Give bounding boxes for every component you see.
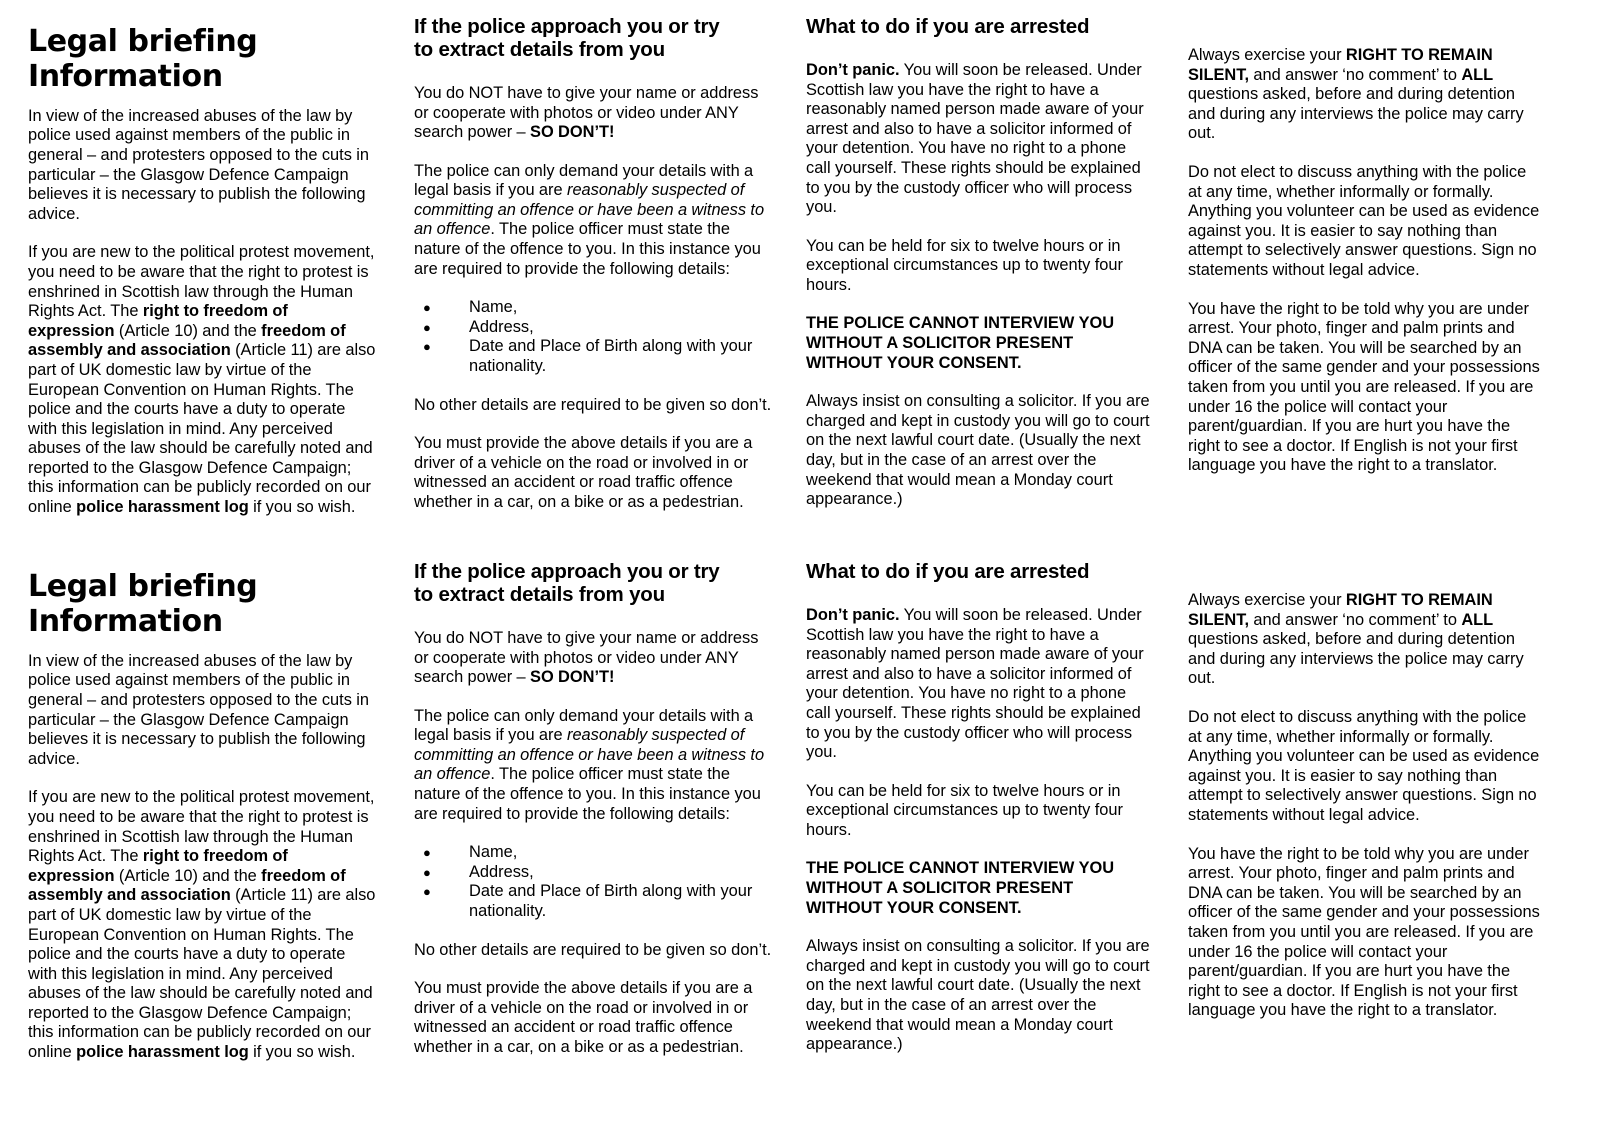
text-run-normal: (Article 10) and the [114, 321, 262, 340]
section-heading-line-1: If the police approach you or try [414, 15, 720, 38]
required-details-list [414, 843, 774, 921]
paragraph-arrested-p1 [806, 606, 1154, 763]
paragraph-approach-p4 [414, 979, 774, 1057]
text-run-normal: and answer ‘no comment’ to [1249, 610, 1462, 629]
text-run-bold: THE POLICE CANNOT INTERVIEW YOU WITHOUT A SOLICITOR PRESENT WITHOUT YOUR CONSENT. [806, 859, 1115, 917]
text-run-normal: Do not elect to discuss anything with the police at any time, whether informally or formally. Anything you volunteer can be used as evidence against you. It is easier to say nothing than attempt to selectively answer questions. Sign no statements without legal advice. [1188, 707, 1540, 824]
list-item-label: Date and Place of Birth along with your nationality. [469, 882, 753, 921]
text-run-bold: right to freedom of expression [28, 302, 288, 340]
section-heading-line-1: What to do if you are arrested [806, 15, 1090, 38]
text-run-bold: police harassment log [76, 498, 249, 517]
paragraph-intro-p1 [28, 107, 376, 225]
text-run-normal: Always exercise your [1188, 591, 1346, 609]
text-run-normal: questions asked, before and during detention and during any interviews the police may carry out. [1188, 85, 1524, 143]
text-run-bold: ALL [1461, 610, 1494, 629]
text-run-italic: reasonably suspected of committing an offence or have been a witness to an offence [414, 726, 765, 784]
text-run-normal: . The police officer must state the nature of the offence to you. In this instance you are required to provide the following details: [414, 765, 761, 823]
paragraph-intro-p2 [28, 243, 376, 517]
section-heading-column-police-approach [414, 10, 774, 62]
text-run-normal: In view of the increased abuses of the law by police used against members of the public in general – and protesters opposed to the cuts in particular – the Glasgow Defence Campaign believes it is necessary to publish the following advice. [28, 106, 370, 223]
text-run-normal: Always exercise your [1188, 46, 1346, 64]
list-item-label: Address, [469, 317, 534, 336]
bullet-icon: ● [423, 864, 431, 880]
list-item-label: Name, [469, 298, 518, 317]
text-run-normal: You will soon be released. Under Scottish law you have the right to have a reasonably named person made aware of your arrest and also to have a solicitor informed of your detention. You have no right to a phone call yourself. These rights should be explained to you by the custody officer who will process you. [806, 605, 1144, 762]
page-title-line-2: Information [28, 604, 223, 640]
text-run-normal: You must provide the above details if you are a driver of a vehicle on the road or involved in or witnessed an accident or road traffic offence whether in a car, on a bike or as a pedestrian. [414, 979, 753, 1056]
text-run-bold: RIGHT TO REMAIN SILENT, [1188, 591, 1493, 629]
bullet-icon: ● [423, 319, 431, 335]
bullet-icon: ● [423, 339, 431, 355]
text-run-bold: Don’t panic. [806, 605, 900, 624]
paragraph-arrested-p4 [806, 937, 1154, 1055]
paragraph-silent-p3 [1188, 845, 1543, 1021]
text-run-normal: The police can only demand your details with a legal basis if you are [414, 161, 754, 200]
paragraph-approach-p3 [414, 396, 774, 416]
paragraph-silent-p2 [1188, 708, 1543, 826]
heading-spacer [1188, 555, 1543, 591]
text-run-normal: if you so wish. [248, 498, 356, 517]
text-run-bold: freedom of assembly and association [28, 321, 346, 360]
paragraph-approach-p2 [414, 162, 774, 280]
list-item-label: Date and Place of Birth along with your nationality. [469, 337, 753, 376]
text-run-bold: ALL [1461, 65, 1494, 84]
paragraph-arrested-p4 [806, 392, 1154, 510]
bullet-icon: ● [423, 300, 431, 316]
text-run-normal: questions asked, before and during detention and during any interviews the police may carry out. [1188, 630, 1524, 688]
paragraph-approach-p4 [414, 434, 774, 512]
page-title [28, 555, 376, 640]
leaflet-copy-bottom [0, 555, 1600, 1100]
text-run-normal: (Article 11) are also part of UK domestic law by virtue of the European Convention on Human Rights. The police and the courts have a duty to operate with this legislation in mind. Any perceived abuses of the law should be carefully noted and reported to the Glasgow Defence Campaign; this information can be publicly recorded on our online [28, 886, 376, 1062]
text-run-normal: You must provide the above details if you are a driver of a vehicle on the road or involved in or witnessed an accident or road traffic offence whether in a car, on a bike or as a pedestrian. [414, 434, 753, 511]
text-run-normal: Always insist on consulting a solicitor. If you are charged and kept in custody you will go to court on the next lawful court date. (Usually the next day, but in the case of an arrest over the weekend that would mean a Monday court appearance.) [806, 937, 1150, 1054]
paragraph-silent-p2 [1188, 163, 1543, 281]
text-run-normal: If you are new to the political protest movement, you need to be aware that the right to protest is enshrined in Scottish law through the Human Rights Act. The [28, 788, 375, 866]
section-heading-column-police-approach [414, 555, 774, 607]
paragraph-silent-p1 [1188, 591, 1543, 689]
page-title [28, 10, 376, 95]
column-remain-silent [1188, 10, 1543, 476]
text-run-bold: THE POLICE CANNOT INTERVIEW YOU WITHOUT A SOLICITOR PRESENT WITHOUT YOUR CONSENT. [806, 314, 1115, 372]
text-run-bold: SO DON’T! [530, 668, 615, 687]
section-heading-line-2: to extract details from you [414, 37, 665, 61]
column-arrested [806, 10, 1154, 510]
paragraph-approach-p2 [414, 707, 774, 825]
text-run-normal: Always insist on consulting a solicitor. If you are charged and kept in custody you will go to court on the next lawful court date. (Usually the next day, but in the case of an arrest over the weekend that would mean a Monday court appearance.) [806, 392, 1150, 509]
leaflet-copy-top [0, 10, 1600, 555]
section-heading-line-2: to extract details from you [414, 582, 665, 606]
bullet-icon: ● [423, 845, 431, 861]
list-item [414, 882, 774, 921]
text-run-normal: You will soon be released. Under Scottish law you have the right to have a reasonably named person made aware of your arrest and also to have a solicitor informed of your detention. You have no right to a phone call yourself. These rights should be explained to you by the custody officer who will process you. [806, 60, 1144, 217]
text-run-normal: The police can only demand your details with a legal basis if you are [414, 706, 754, 745]
text-run-normal: (Article 11) are also part of UK domestic law by virtue of the European Convention on Human Rights. The police and the courts have a duty to operate with this legislation in mind. Any perceived abuses of the law should be carefully noted and reported to the Glasgow Defence Campaign; this information can be publicly recorded on our online [28, 341, 376, 517]
paragraph-intro-p2 [28, 788, 376, 1062]
column-intro [28, 10, 376, 518]
section-heading-column-arrested [806, 10, 1154, 39]
paragraph-arrested-p2 [806, 237, 1154, 296]
page-title-line-2: Information [28, 59, 223, 95]
page-title-line-1: Legal briefing [28, 569, 258, 604]
list-item [414, 337, 774, 376]
column-remain-silent [1188, 555, 1543, 1021]
paragraph-approach-p3 [414, 941, 774, 961]
text-run-normal: You can be held for six to twelve hours or in exceptional circumstances up to twenty four hours. [806, 236, 1123, 294]
paragraph-arrested-p3 [806, 314, 1154, 373]
paragraph-approach-p1 [414, 629, 774, 688]
text-run-normal: You have the right to be told why you are under arrest. Your photo, finger and palm prints and DNA can be taken. You will be searched by an officer of the same gender and your possessions taken from you until you are released. If you are under 16 the police will contact your parent/guardian. If you are hurt you have the right to see a doctor. If English is not your first language you have the right to a translator. [1188, 844, 1540, 1020]
text-run-bold: SO DON’T! [530, 123, 615, 142]
column-intro [28, 555, 376, 1063]
text-run-normal: No other details are required to be given so don’t. [414, 940, 772, 959]
required-details-list [414, 298, 774, 376]
paragraph-arrested-p2 [806, 782, 1154, 841]
text-run-normal: You do NOT have to give your name or address or cooperate with photos or video under ANY search power – [414, 628, 759, 687]
list-item [414, 318, 774, 338]
section-heading-column-arrested [806, 555, 1154, 584]
section-heading-line-1: If the police approach you or try [414, 560, 720, 583]
text-run-bold: RIGHT TO REMAIN SILENT, [1188, 46, 1493, 84]
paragraph-silent-p1 [1188, 46, 1543, 144]
text-run-normal: In view of the increased abuses of the law by police used against members of the public in general – and protesters opposed to the cuts in particular – the Glasgow Defence Campaign believes it is necessary to publish the following advice. [28, 651, 370, 768]
column-arrested [806, 555, 1154, 1055]
text-run-normal: Do not elect to discuss anything with the police at any time, whether informally or formally. Anything you volunteer can be used as evidence against you. It is easier to say nothing than attempt to selectively answer questions. Sign no statements without legal advice. [1188, 162, 1540, 279]
column-police-approach [414, 10, 774, 513]
paragraph-approach-p1 [414, 84, 774, 143]
list-item-label: Address, [469, 862, 534, 881]
text-run-normal: No other details are required to be given so don’t. [414, 395, 772, 414]
text-run-normal: You have the right to be told why you are under arrest. Your photo, finger and palm prints and DNA can be taken. You will be searched by an officer of the same gender and your possessions taken from you until you are released. If you are under 16 the police will contact your parent/guardian. If you are hurt you have the right to see a doctor. If English is not your first language you have the right to a translator. [1188, 299, 1540, 475]
text-run-normal: . The police officer must state the nature of the offence to you. In this instance you are required to provide the following details: [414, 220, 761, 278]
text-run-normal: You can be held for six to twelve hours or in exceptional circumstances up to twenty four hours. [806, 781, 1123, 839]
list-item [414, 298, 774, 318]
column-police-approach [414, 555, 774, 1058]
page-title-line-1: Legal briefing [28, 24, 258, 59]
paragraph-silent-p3 [1188, 300, 1543, 476]
text-run-normal: (Article 10) and the [114, 866, 262, 885]
list-item [414, 843, 774, 863]
list-item-label: Name, [469, 843, 518, 862]
text-run-italic: reasonably suspected of committing an offence or have been a witness to an offence [414, 181, 765, 239]
section-heading-line-1: What to do if you are arrested [806, 560, 1090, 583]
heading-spacer [1188, 10, 1543, 46]
paragraph-intro-p1 [28, 652, 376, 770]
text-run-normal: and answer ‘no comment’ to [1249, 65, 1462, 84]
text-run-normal: if you so wish. [248, 1043, 356, 1062]
text-run-bold: freedom of assembly and association [28, 866, 346, 905]
paragraph-arrested-p1 [806, 61, 1154, 218]
text-run-bold: police harassment log [76, 1043, 249, 1062]
list-item [414, 863, 774, 883]
text-run-bold: right to freedom of expression [28, 847, 288, 885]
paragraph-arrested-p3 [806, 859, 1154, 918]
text-run-bold: Don’t panic. [806, 60, 900, 79]
bullet-icon: ● [423, 884, 431, 900]
text-run-normal: If you are new to the political protest movement, you need to be aware that the right to protest is enshrined in Scottish law through the Human Rights Act. The [28, 243, 375, 321]
text-run-normal: You do NOT have to give your name or address or cooperate with photos or video under ANY search power – [414, 83, 759, 142]
